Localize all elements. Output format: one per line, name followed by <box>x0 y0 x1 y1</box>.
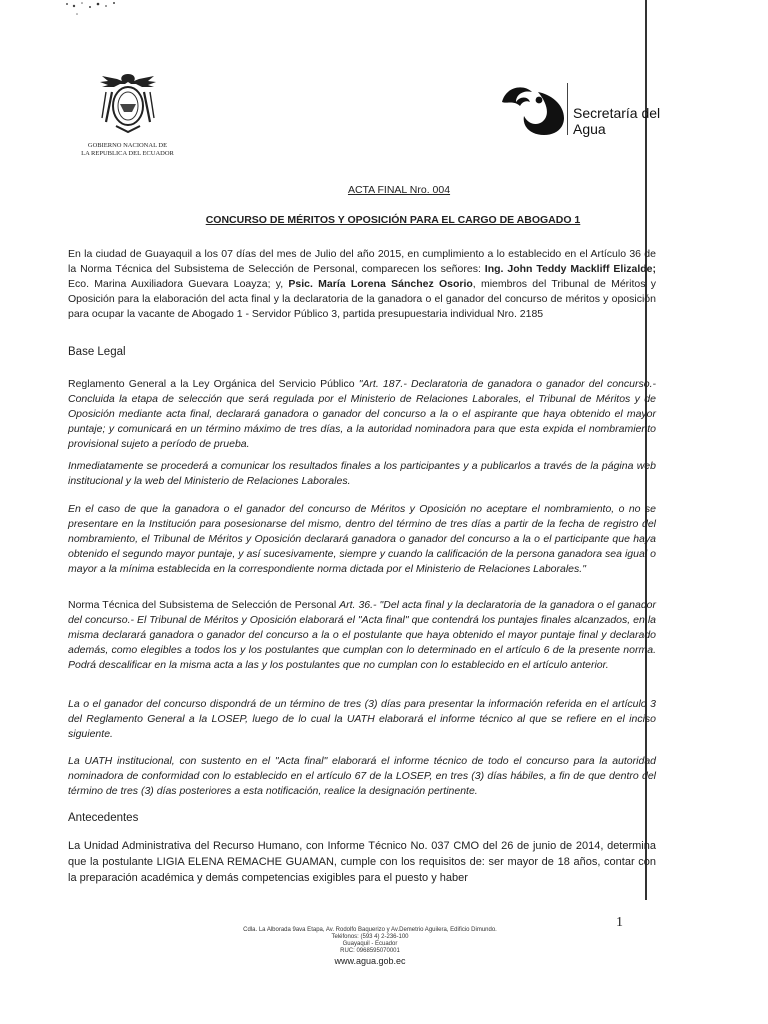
government-logo <box>70 70 185 157</box>
base-legal-paragraph-5 <box>68 697 656 742</box>
antecedentes-heading: Antecedentes <box>68 812 139 824</box>
intro-text-1: En la ciudad de Guayaquil a los 07 días del mes de Julio del año 2015, en cumplimiento a lo establecido en el Artículo 36 de la Norma Técnica del Subsistema de Selección de Personal, comparecen los señores: <box>68 248 656 275</box>
p3-italic: En el caso de que la ganadora o el ganador del concurso de Méritos y Oposición no aceptare el nombramiento, o no se presentare en la Institución para posesionarse del mismo, dentro del término de tres días a partir de la fecha de registro del nombramiento, el Tribunal de Méritos y Oposición declarará ganadora o ganador del concurso a la o el participante que haya obtenido el segundo mayor puntaje, y así sucesivamente, siempre y cuando la calificación de la persona ganadora sea igual o mayor a la mínima establecida en la correspondiente norma dictada por el Ministerio de Relaciones Laborales." <box>68 503 656 575</box>
intro-text-2: Eco. Marina Auxiliadora Guevara Loayza; y, <box>68 278 289 290</box>
footer-address: Cdla. La Alborada 9ava Etapa, Av. Rodolfo Baquerizo y Av.Demetrio Aguilera, Edificio Dimundo. <box>243 927 497 933</box>
p2-italic: Inmediatamente se procederá a comunicar los resultados finales a los participantes y a publicarlos a través de la página web institucional y la web del Ministerio de Relaciones Laborales. <box>68 460 656 487</box>
antecedentes-paragraph <box>68 838 656 886</box>
p6-italic: La UATH institucional, con sustento en el "Acta final" elaborará el informe técnico de todo el concurso para la autoridad nominadora de conformidad con lo establecido en el artículo 67 de la LOSEP, en tres (3) días hábiles, a fin de que dentro del término de tres (3) días posteriores a esta notificación, realice la designación pertinente. <box>68 755 656 797</box>
document-subtitle: CONCURSO DE MÉRITOS Y OPOSICIÓN PARA EL CARGO DE ABOGADO 1 <box>205 214 581 226</box>
gov-name-line1: GOBIERNO NACIONAL DE <box>87 142 168 149</box>
agency-name-line2: Agua <box>573 121 606 137</box>
intro-name-1: Ing. John Teddy Mackliff Elizalde; <box>484 263 656 275</box>
footer-city: Guayaquil - Ecuador <box>342 941 398 947</box>
footer-ruc: RUC: 0968595070001 <box>340 948 400 954</box>
agency-name-line1: Secretaría del <box>573 105 661 121</box>
base-legal-paragraph-3 <box>68 502 656 577</box>
footer-phone: Teléfonos: (593 4) 2-236-100 <box>331 934 409 940</box>
p4-plain: Norma Técnica del Subsistema de Selección de Personal <box>68 599 340 611</box>
intro-paragraph <box>68 247 656 322</box>
p4-italic: Art. 36.- "Del acta final y la declaratoria de la ganadora o el ganador del concurso.- El Tribunal de Méritos y Oposición elaborará el "Acta final" que contendrá los puntajes finales alcanzados, en la misma declarará ganadora o ganador del concurso a la o el postulante que haya obtenido el mayor puntaje final y declarado además, como elegibles a todos los y los postulantes que cumplan con lo determinado en el artículo 6 de la presente norma. Podrá descalificar en la misma acta a las y los postulantes que no cumplan con lo establecido en el artículo anterior. <box>68 599 656 671</box>
page-number: 1 <box>616 915 623 930</box>
base-legal-paragraph-2 <box>68 459 656 489</box>
p7-text: La Unidad Administrativa del Recurso Humano, con Informe Técnico No. 037 CMO del 26 de junio de 2014, determina que la postulante LIGIA ELENA REMACHE GUAMAN, cumple con los requisitos de: ser mayor de 18 años, contar con la preparación académica y demás competencias exigibles para el puesto y haber <box>68 840 656 884</box>
base-legal-paragraph-6 <box>68 754 656 799</box>
intro-name-2: Psic. María Lorena Sánchez Osorio <box>288 278 473 290</box>
footer <box>160 927 580 967</box>
gov-name-line2: LA REPUBLICA DEL ECUADOR <box>81 149 174 157</box>
intro-text-3: , miembros del Tribunal de Méritos y Oposición para la elaboración del acta final y la declaratoria de la ganadora o el ganador del concurso de méritos y oposición para ocupar la vacante de Abogado 1 - Servidor Público 3, partida presupuestaria individual Nro. 2185 <box>68 278 657 320</box>
coat-of-arms-icon <box>92 70 164 140</box>
scan-speckle <box>62 0 132 20</box>
agency-logo-separator <box>567 83 568 135</box>
p1-italic: "Art. 187.- Declaratoria de ganadora o ganador del concurso.- Concluida la etapa de selección que será regulada por el Ministerio de Relaciones Laborales, el Tribunal de Méritos y de Oposición mediante acta final, declarará ganadora o ganador del concurso a la o el aspirante que haya obtenido el mayor puntaje; y comunicará en un término máximo de tres días, a la autoridad nominadora para que esta expida el nombramiento provisional sujeto a período de prueba. <box>68 378 656 450</box>
p5-italic: La o el ganador del concurso dispondrá de un término de tres (3) días para presentar la información referida en el artículo 3 del Reglamento General a la LOSEP, luego de lo cual la UATH elaborará el informe técnico al que se refiere en el inciso siguiente. <box>68 698 656 740</box>
document-title: ACTA FINAL Nro. 004 <box>347 184 451 196</box>
base-legal-paragraph-4 <box>68 598 656 673</box>
base-legal-heading: Base Legal <box>68 346 126 358</box>
footer-website: www.agua.gob.ec <box>334 956 406 966</box>
p1-plain: Reglamento General a la Ley Orgánica del Servicio Público <box>68 378 359 390</box>
base-legal-paragraph-1 <box>68 377 656 452</box>
